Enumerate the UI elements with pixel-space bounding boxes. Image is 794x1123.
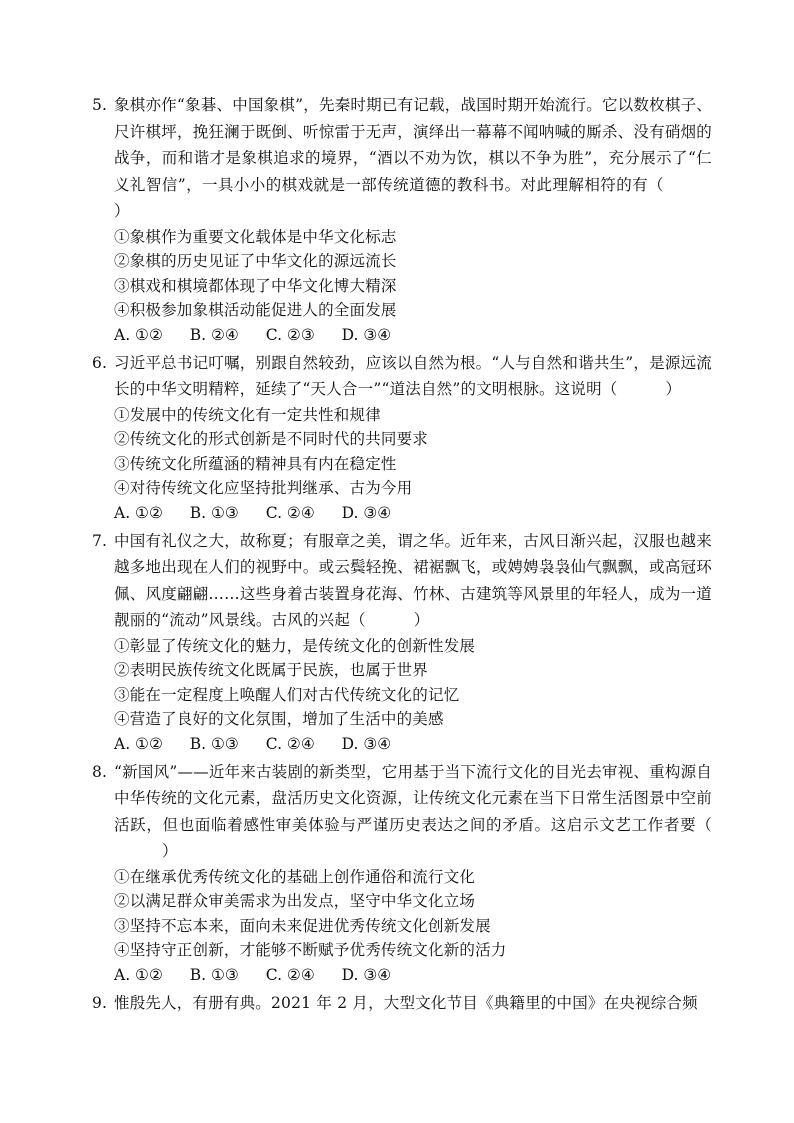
statement-option: ③传统文化所蕴涵的精神具有内在稳定性: [114, 454, 397, 473]
choice-d[interactable]: D. ③④: [341, 734, 392, 753]
choice-d[interactable]: D. ③④: [341, 503, 392, 522]
statement-option: ③坚持不忘本来，面向未来促进优秀传统文化创新发展: [114, 916, 491, 935]
statement-option: ①在继承优秀传统文化的基础上创作通俗和流行文化: [114, 867, 476, 886]
question-text-tail: ）: [114, 202, 130, 220]
question-stem: [92, 990, 712, 1017]
choice-a[interactable]: A. ①②: [114, 503, 163, 522]
statement-option: ①彰显了传统文化的魅力，是传统文化的创新性发展: [114, 636, 476, 655]
option-list: [92, 865, 712, 963]
statement-option: ①象棋作为重要文化载体是中华文化标志: [114, 227, 397, 246]
choice-d[interactable]: D. ③④: [341, 965, 392, 984]
choice-a[interactable]: A. ①②: [114, 734, 163, 753]
statement-option: ②象棋的历史见证了中华文化的源远流长: [114, 252, 397, 270]
answer-choices: [92, 323, 712, 348]
question-8: [92, 759, 712, 988]
statement-option: ②传统文化的形式创新是不同时代的共同要求: [114, 430, 429, 448]
answer-choices: [92, 732, 712, 757]
question-text: 惟殷先人，有册有典。2021 年 2 月，大型文化节目《典籍里的中国》在央视综合频: [114, 993, 698, 1012]
question-stem: [92, 92, 712, 225]
question-number: 5.: [92, 96, 108, 114]
question-text: 习近平总书记叮嘱，别跟自然较劲，应该以自然为根。“人与自然和谐共生”，是源远流长的中华文明精粹，延续了“天人合一”“道法自然”的文明根脉。这说明（: [114, 353, 712, 398]
question-text: “新国风”——近年来古装剧的新类型，它用基于当下流行文化的目光去审视、重构源自中华传统的文化元素，盘活历史文化资源，让传统文化元素在当下日常生活图景中空前活跃，但也面临着感性审美体验与严谨历史表达之间的矛盾。这启示文艺工作者要（: [114, 762, 712, 834]
question-6: [92, 350, 712, 526]
question-7: [92, 528, 712, 757]
choice-b[interactable]: B. ①③: [189, 965, 239, 984]
choice-d[interactable]: D. ③④: [341, 325, 392, 344]
statement-option: ④对待传统文化应坚持批判继承、古为今用: [114, 479, 413, 497]
answer-choices: [92, 963, 712, 988]
answer-choices: [92, 501, 712, 526]
choice-c[interactable]: C. ②④: [265, 503, 315, 522]
choice-a[interactable]: A. ①②: [114, 965, 163, 984]
question-stem: [92, 759, 712, 865]
choice-c[interactable]: C. ②④: [265, 965, 315, 984]
question-number: 8.: [92, 762, 108, 781]
question-stem: [92, 528, 712, 634]
option-list: [92, 634, 712, 732]
statement-option: ④坚持守正创新，才能够不断赋予优秀传统文化新的活力: [114, 941, 507, 959]
question-text-tail: ）: [162, 842, 178, 860]
choice-a[interactable]: A. ①②: [114, 325, 163, 344]
question-number: 9.: [92, 993, 108, 1012]
statement-option: ④积极参加象棋活动能促进人的全面发展: [114, 301, 397, 319]
question-stem: [92, 350, 712, 403]
option-list: [92, 403, 712, 501]
statement-option: ②表明民族传统文化既属于民族，也属于世界: [114, 661, 429, 679]
question-number: 6.: [92, 353, 108, 372]
choice-b[interactable]: B. ②④: [189, 325, 239, 344]
choice-b[interactable]: B. ①③: [189, 734, 239, 753]
choice-c[interactable]: C. ②③: [265, 325, 315, 344]
question-text: 中国有礼仪之大，故称夏；有服章之美，谓之华。近年来，古风日渐兴起，汉服也越来越多地出现在人们的视野中。或云鬓轻挽、裙裾飘飞，或娉娉袅袅仙气飘飘，或高冠环佩、风度翩翩……这些身着古装置身花海、竹林、古建筑等风景里的年轻人，成为一道靓丽的“流动”风景线。古风的兴起（: [114, 531, 712, 629]
statement-option: ①发展中的传统文化有一定共性和规律: [114, 405, 381, 424]
choice-c[interactable]: C. ②④: [265, 734, 315, 753]
question-9: [92, 990, 712, 1017]
choice-b[interactable]: B. ①③: [189, 503, 239, 522]
question-text-tail: ）: [413, 611, 430, 629]
question-5: [92, 92, 712, 348]
question-text-tail: ）: [665, 380, 682, 398]
option-list: [92, 225, 712, 323]
question-text: 象棋亦作“象碁、中国象棋”，先秦时期已有记载，战国时期开始流行。它以数枚棋子、尺许棋坪，挽狂澜于既倒、听惊雷于无声，演绎出一幕幕不闻呐喊的厮杀、没有硝烟的战争，而和谐才是象棋追求的境界，“酒以不劝为饮，棋以不争为胜”，充分展示了“仁义礼智信”，一具小小的棋戏就是一部传统道德的教科书。对此理解相符的有（: [114, 96, 712, 194]
statement-option: ③棋戏和棋境都体现了中华文化博大精深: [114, 276, 397, 295]
statement-option: ④营造了良好的文化氛围，增加了生活中的美感: [114, 710, 444, 728]
question-number: 7.: [92, 531, 108, 550]
statement-option: ②以满足群众审美需求为出发点，坚守中华文化立场: [114, 892, 476, 910]
statement-option: ③能在一定程度上唤醒人们对古代传统文化的记忆: [114, 685, 460, 704]
